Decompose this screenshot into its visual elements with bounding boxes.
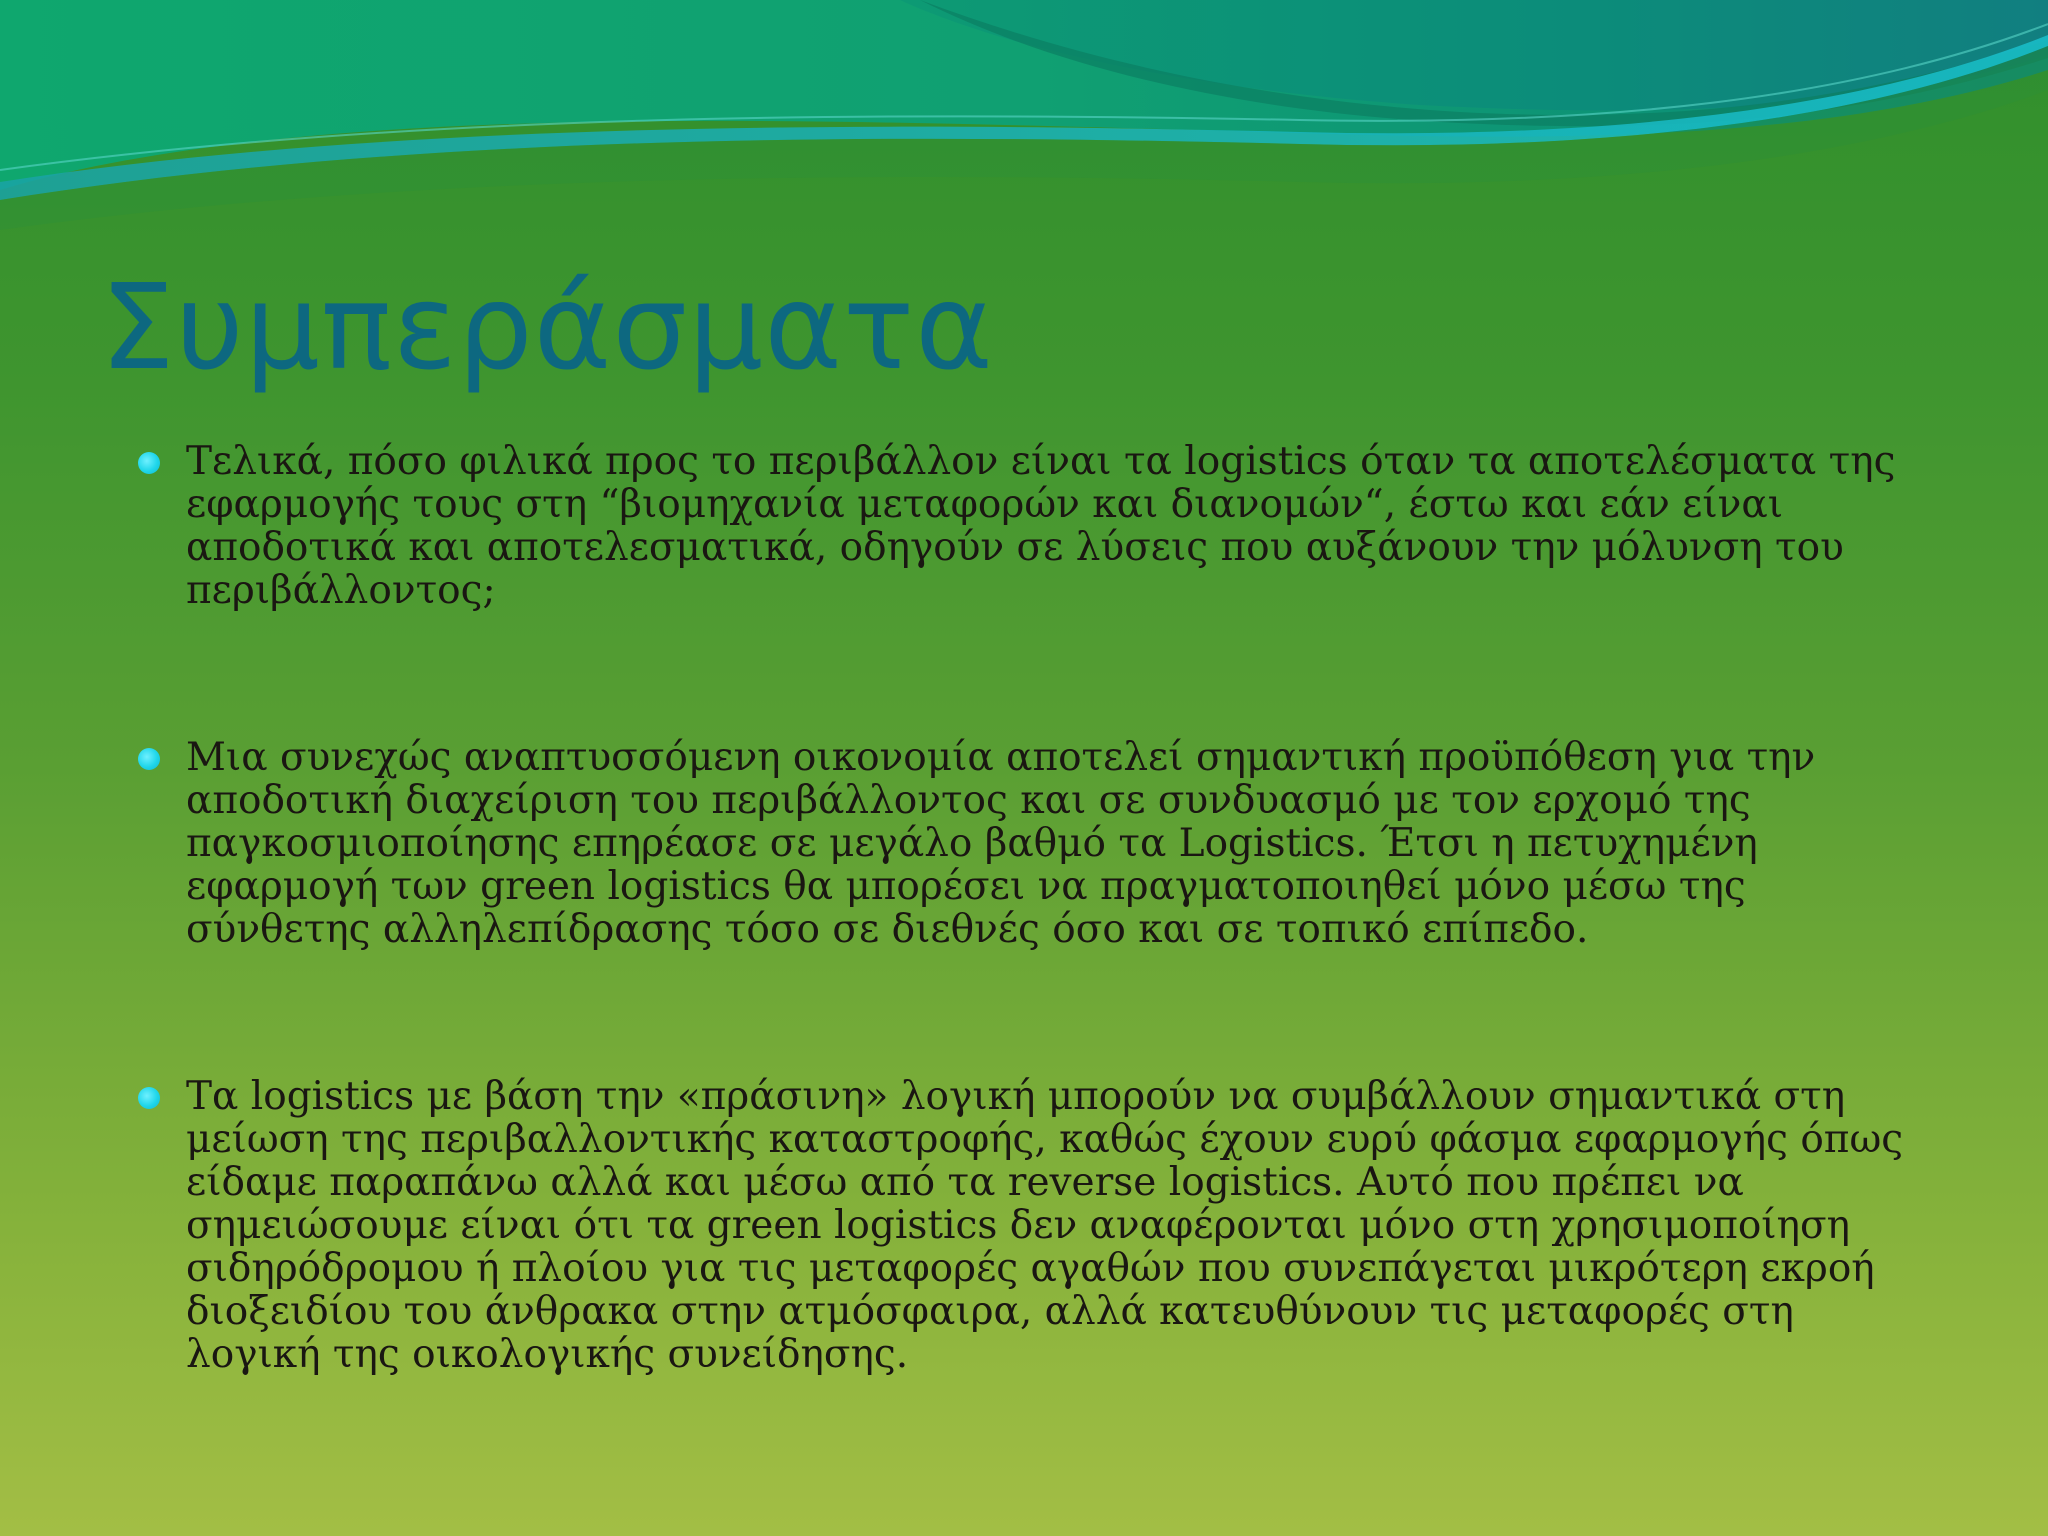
bullet-item — [186, 1075, 1906, 1376]
bullet-dot-icon — [138, 1087, 160, 1109]
slide-title: Συμπεράσματα — [100, 258, 994, 396]
bullet-item — [186, 440, 1906, 612]
bullet-dot-icon — [138, 452, 160, 474]
bullet-text: Τελικά, πόσο φιλικά προς το περιβάλλον είναι τα logistics όταν τα αποτελέσματα της εφαρμογής τους στη “βιομηχανία μεταφορών και διανομών“, έστω και εάν είναι αποδοτικά και αποτελεσματικά, οδηγούν σε λύσεις που αυξάνουν την μόλυνση του περιβάλλοντος; — [186, 439, 1896, 613]
decorative-wave-header — [0, 0, 2048, 260]
bullet-text: Μια συνεχώς αναπτυσσόμενη οικονομία αποτελεί σημαντική προϋπόθεση για την αποδοτική διαχείριση του περιβάλλοντος και σε συνδυασμό με τον ερχομό της παγκοσμιοποίησης επηρέασε σε μεγάλο βαθμό τα Logistics. Έτσι η πετυχημένη εφαρμογή των green logistics θα μπορέσει να πραγματοποιηθεί μόνο μέσω της σύνθετης αλληλεπίδρασης τόσο σε διεθνές όσο και σε τοπικό επίπεδο. — [186, 735, 1816, 952]
bullet-dot-icon — [138, 748, 160, 770]
bullet-text: Τα logistics με βάση την «πράσινη» λογική μπορούν να συμβάλλουν σημαντικά στη μείωση της περιβαλλοντικής καταστροφής, καθώς έχουν ευρύ φάσμα εφαρμογής όπως είδαμε παραπάνω αλλά και μέσω από τα reverse logistics. Αυτό που πρέπει να σημειώσουμε είναι ότι τα green logistics δεν αναφέρονται μόνο στη χρησιμοποίηση σιδηρόδρομου ή πλοίου για τις μεταφορές αγαθών που συνεπάγεται μικρότερη εκροή διοξειδίου του άνθρακα στην ατμόσφαιρα, αλλά κατευθύνουν τις μεταφορές στη λογική της οικολογικής συνείδησης. — [186, 1074, 1904, 1377]
bullet-item — [186, 736, 1906, 951]
